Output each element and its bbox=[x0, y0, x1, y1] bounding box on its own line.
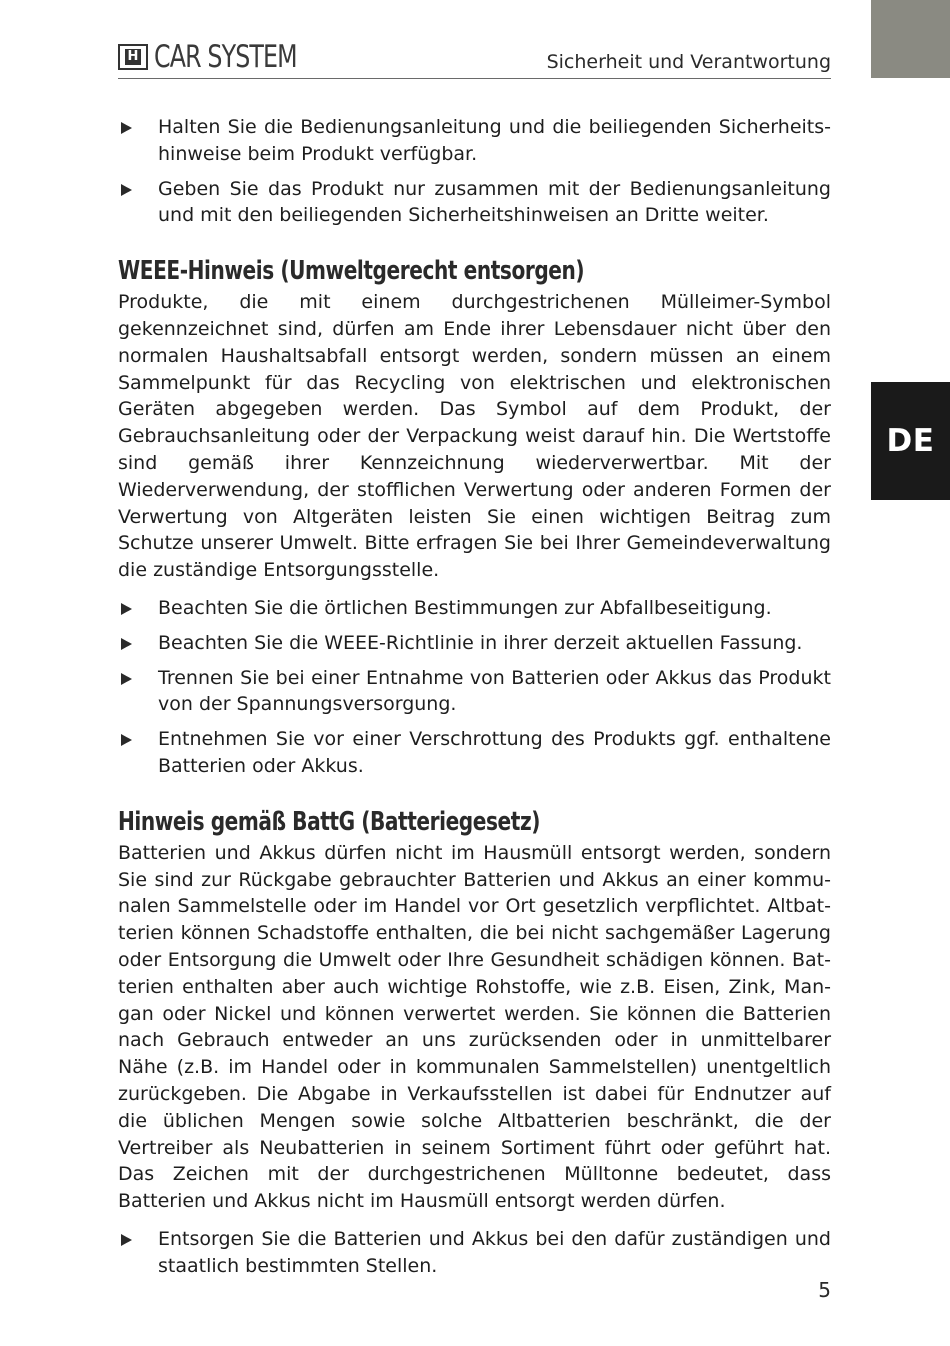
language-tab: DE bbox=[871, 382, 950, 500]
triangle-bullet-icon bbox=[121, 184, 132, 196]
triangle-bullet-icon bbox=[121, 603, 132, 615]
page-number: 5 bbox=[818, 1278, 831, 1302]
page-content bbox=[118, 114, 831, 1287]
brand-logo bbox=[118, 38, 322, 76]
section-title: Sicherheit und Verantwortung bbox=[546, 51, 831, 73]
list-item: Entsorgen Sie die Batterien und Akkus bei den dafür zuständigen und staatlich bestimmten Stellen. bbox=[118, 1226, 831, 1280]
list-item: Beachten Sie die örtlichen Bestimmungen zur Abfallbeseitigung. bbox=[118, 595, 831, 622]
brand-name: CAR SYSTEM bbox=[154, 39, 297, 75]
triangle-bullet-icon bbox=[121, 734, 132, 746]
corner-tab bbox=[871, 0, 950, 78]
battg-paragraph: Batterien und Akkus dürfen nicht im Hausmüll entsorgt werden, sondern Sie sind zur Rückgabe gebrauchter Batterien und Akkus an einer kommunalen Sammelstelle oder im Handel vor Ort gesetzlich verpflichtet. Altbatterien können Schadstoffe enthalten, die bei nicht sachgemäßer Lagerung oder Entsorgung die Umwelt oder Ihre Gesundheit schädigen können. Batterien enthalten aber auch wichtige Rohstoffe, wie z.B. Eisen, Zink, Mangan oder Nickel und können verwertet werden. Sie können die Batterien nach Gebrauch entweder an uns zurücksenden oder in unmittelbarer Nähe (z.B. im Handel oder in kommunalen Sammelstellen) unentgeltlich zurückgeben. Die Abgabe in Verkaufsstellen ist dabei für Endnutzer auf die üblichen Mengen sowie solche Altbatterien beschränkt, die der Vertreiber als Neubatterien in seinem Sortiment führt oder geführt hat. Das Zeichen mit der durchgestrichenen Mülltonne bedeutet, dass Batterien und Akkus nicht im Hausmüll entsorgt werden dürfen. bbox=[118, 841, 831, 1213]
logo-letter: H bbox=[125, 49, 141, 65]
list-item: Halten Sie die Bedienungsanleitung und die beiliegenden Sicherheitshinweise beim Produkt verfügbar. bbox=[118, 114, 831, 168]
triangle-bullet-icon bbox=[121, 673, 132, 685]
weee-bullets bbox=[118, 595, 831, 780]
triangle-bullet-icon bbox=[121, 638, 132, 650]
battg-bullets bbox=[118, 1226, 831, 1280]
list-item: Trennen Sie bei einer Entnahme von Batterien oder Akkus das Produkt von der Spannungsversorgung. bbox=[118, 665, 831, 719]
logo-h-icon bbox=[118, 44, 148, 70]
list-item: Beachten Sie die WEEE-Richtlinie in ihrer derzeit aktuellen Fassung. bbox=[118, 630, 831, 657]
battg-heading: Hinweis gemäß BattG (Batteriegesetz) bbox=[118, 806, 540, 837]
intro-bullets bbox=[118, 114, 831, 229]
page-header bbox=[118, 38, 831, 79]
triangle-bullet-icon bbox=[121, 122, 132, 134]
weee-paragraph: Produkte, die mit einem durchgestrichenen Mülleimer-Symbol gekennzeichnet sind, dürfen am Ende ihrer Lebensdauer nicht über den normalen Haushaltsabfall entsorgt werden, sondern müssen an einem Sammelpunkt für das Recycling von elektrischen und elektronischen Geräten abgegeben werden. Das Symbol auf dem Produkt, der Gebrauchsanleitung oder der Verpackung weist darauf hin. Die Wertstoffe sind gemäß ihrer Kennzeichnung wiederverwertbar. Mit der Wiederverwendung, der stofflichen Verwertung oder anderen Formen der Verwertung von Altgeräten leisten Sie einen wichtigen Beitrag zum Schutze unserer Umwelt. Bitte erfragen Sie bei Ihrer Gemeindeverwaltung die zuständige Entsorgungsstelle. bbox=[118, 291, 831, 582]
weee-heading: WEEE-Hinweis (Umweltgerecht entsorgen) bbox=[118, 256, 585, 287]
triangle-bullet-icon bbox=[121, 1234, 132, 1246]
list-item: Entnehmen Sie vor einer Verschrottung des Produkts ggf. enthaltene Batterien oder Akkus. bbox=[118, 726, 831, 780]
list-item: Geben Sie das Produkt nur zusammen mit der Bedienungsanleitung und mit den beiliegenden Sicherheitshinweisen an Dritte weiter. bbox=[118, 176, 831, 230]
